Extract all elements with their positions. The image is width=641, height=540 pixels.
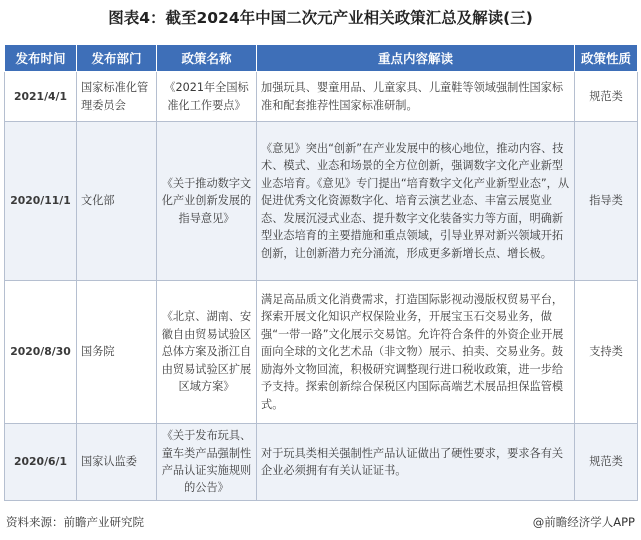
cell-date: 2020/11/1 bbox=[5, 122, 77, 281]
header-nature: 政策性质 bbox=[575, 45, 638, 72]
source-note: 资料来源：前瞻产业研究院 bbox=[6, 515, 144, 529]
table-header-row bbox=[5, 45, 638, 72]
cell-dept: 国家认监委 bbox=[77, 424, 157, 501]
brand-credit: @前瞻经济学人APP bbox=[532, 515, 635, 529]
cell-date: 2020/8/30 bbox=[5, 281, 77, 424]
table-row bbox=[5, 122, 638, 281]
cell-nature: 规范类 bbox=[575, 424, 638, 501]
cell-dept: 文化部 bbox=[77, 122, 157, 281]
table-row bbox=[5, 72, 638, 122]
policy-table bbox=[4, 44, 638, 501]
cell-date: 2020/6/1 bbox=[5, 424, 77, 501]
cell-dept: 国务院 bbox=[77, 281, 157, 424]
cell-content: 满足高品质文化消费需求，打造国际影视动漫版权贸易平台，探索开展文化知识产权保险业务，开展宝玉石交易业务，做强“一带一路”文化展示交易馆。允许符合条件的外资企业开展面向全球的文化艺术品（非文物）展示、拍卖、交易业务。鼓励海外文物回流，积极研究调整现行进口税收政策，进一步给予支持。探索创新综合保税区内国际高端艺术展品担保监管模式。 bbox=[257, 281, 575, 424]
table-row bbox=[5, 281, 638, 424]
cell-content: 加强玩具、婴童用品、儿童家具、儿童鞋等领域强制性国家标准和配套推荐性国家标准研制。 bbox=[257, 72, 575, 122]
cell-name: 《北京、湖南、安徽自由贸易试验区总体方案及浙江自由贸易试验区扩展区域方案》 bbox=[157, 281, 257, 424]
cell-content: 对于玩具类相关强制性产品认证做出了硬性要求，要求各有关企业必须拥有有关认证证书。 bbox=[257, 424, 575, 501]
cell-nature: 指导类 bbox=[575, 122, 638, 281]
cell-name: 《关于发布玩具、童车类产品强制性产品认证实施规则的公告》 bbox=[157, 424, 257, 501]
table-row bbox=[5, 424, 638, 501]
header-date: 发布时间 bbox=[5, 45, 77, 72]
cell-nature: 支持类 bbox=[575, 281, 638, 424]
cell-name: 《2021年全国标准化工作要点》 bbox=[157, 72, 257, 122]
page-title: 图表4：截至2024年中国二次元产业相关政策汇总及解读(三) bbox=[108, 9, 533, 27]
cell-date: 2021/4/1 bbox=[5, 72, 77, 122]
header-name: 政策名称 bbox=[157, 45, 257, 72]
cell-dept: 国家标准化管理委员会 bbox=[77, 72, 157, 122]
cell-content: 《意见》突出“创新”在产业发展中的核心地位，推动内容、技术、模式、业态和场景的全方位创新，强调数字文化产业新型业态培育。《意见》专门提出“培育数字文化产业新型业态”，从促进优秀文化资源数字化、培育云演艺业态、丰富云展览业态、发展沉浸式业态、提升数字文化装备实力等方面，明确新型业态培育的主要措施和重点领域，引导业界对新兴领域开拓创新，让创新潜力充分涌流，形成更多新增长点、增长极。 bbox=[257, 122, 575, 281]
cell-name: 《关于推动数字文化产业创新发展的指导意见》 bbox=[157, 122, 257, 281]
cell-nature: 规范类 bbox=[575, 72, 638, 122]
header-content: 重点内容解读 bbox=[257, 45, 575, 72]
header-dept: 发布部门 bbox=[77, 45, 157, 72]
